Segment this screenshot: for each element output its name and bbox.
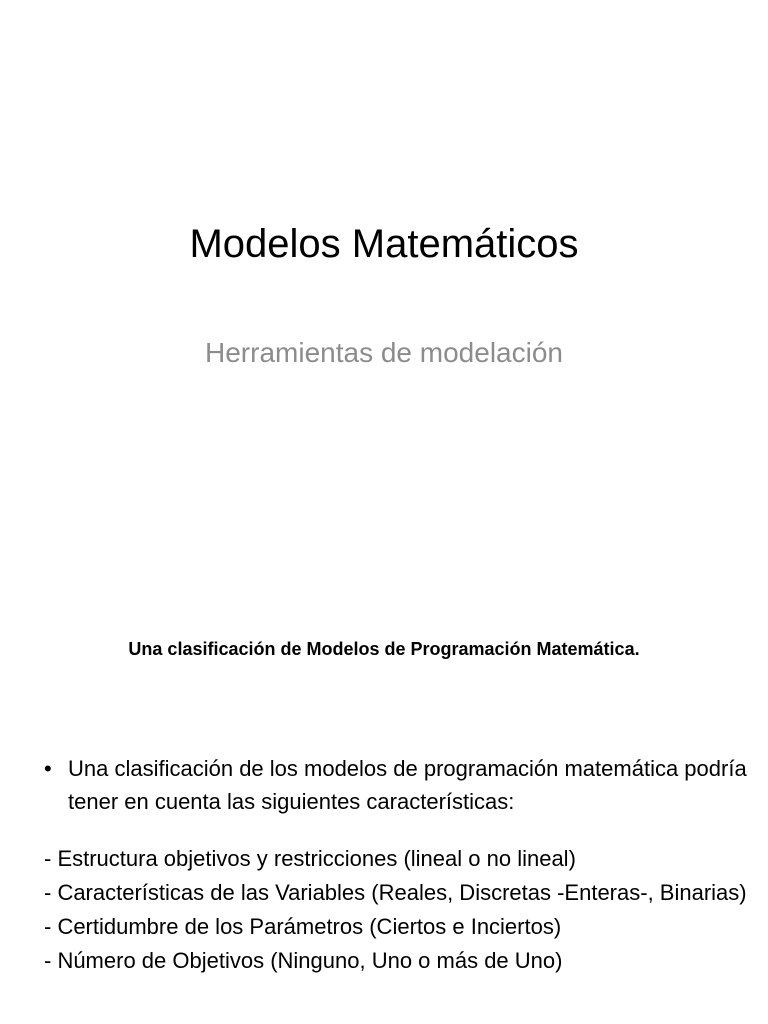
bullet-marker: • bbox=[44, 756, 52, 781]
list-item: - Estructura objetivos y restricciones (lineal o no lineal) bbox=[44, 846, 576, 871]
list-item: - Certidumbre de los Parámetros (Ciertos e Inciertos) bbox=[44, 914, 562, 939]
list-item: - Número de Objetivos (Ninguno, Uno o más de Uno) bbox=[44, 948, 563, 973]
slide-title: Modelos Matemáticos bbox=[189, 222, 579, 266]
section-heading: Una clasificación de Modelos de Programación Matemática. bbox=[128, 639, 640, 659]
bullet-item bbox=[44, 752, 756, 818]
slide-content bbox=[44, 752, 756, 978]
slide-subtitle: Herramientas de modelación bbox=[205, 337, 563, 368]
bullet-text: Una clasificación de los modelos de programación matemática podría tener en cuenta las siguientes características: bbox=[68, 756, 747, 814]
list-item: - Características de las Variables (Reales, Discretas -Enteras-, Binarias) bbox=[44, 880, 747, 905]
